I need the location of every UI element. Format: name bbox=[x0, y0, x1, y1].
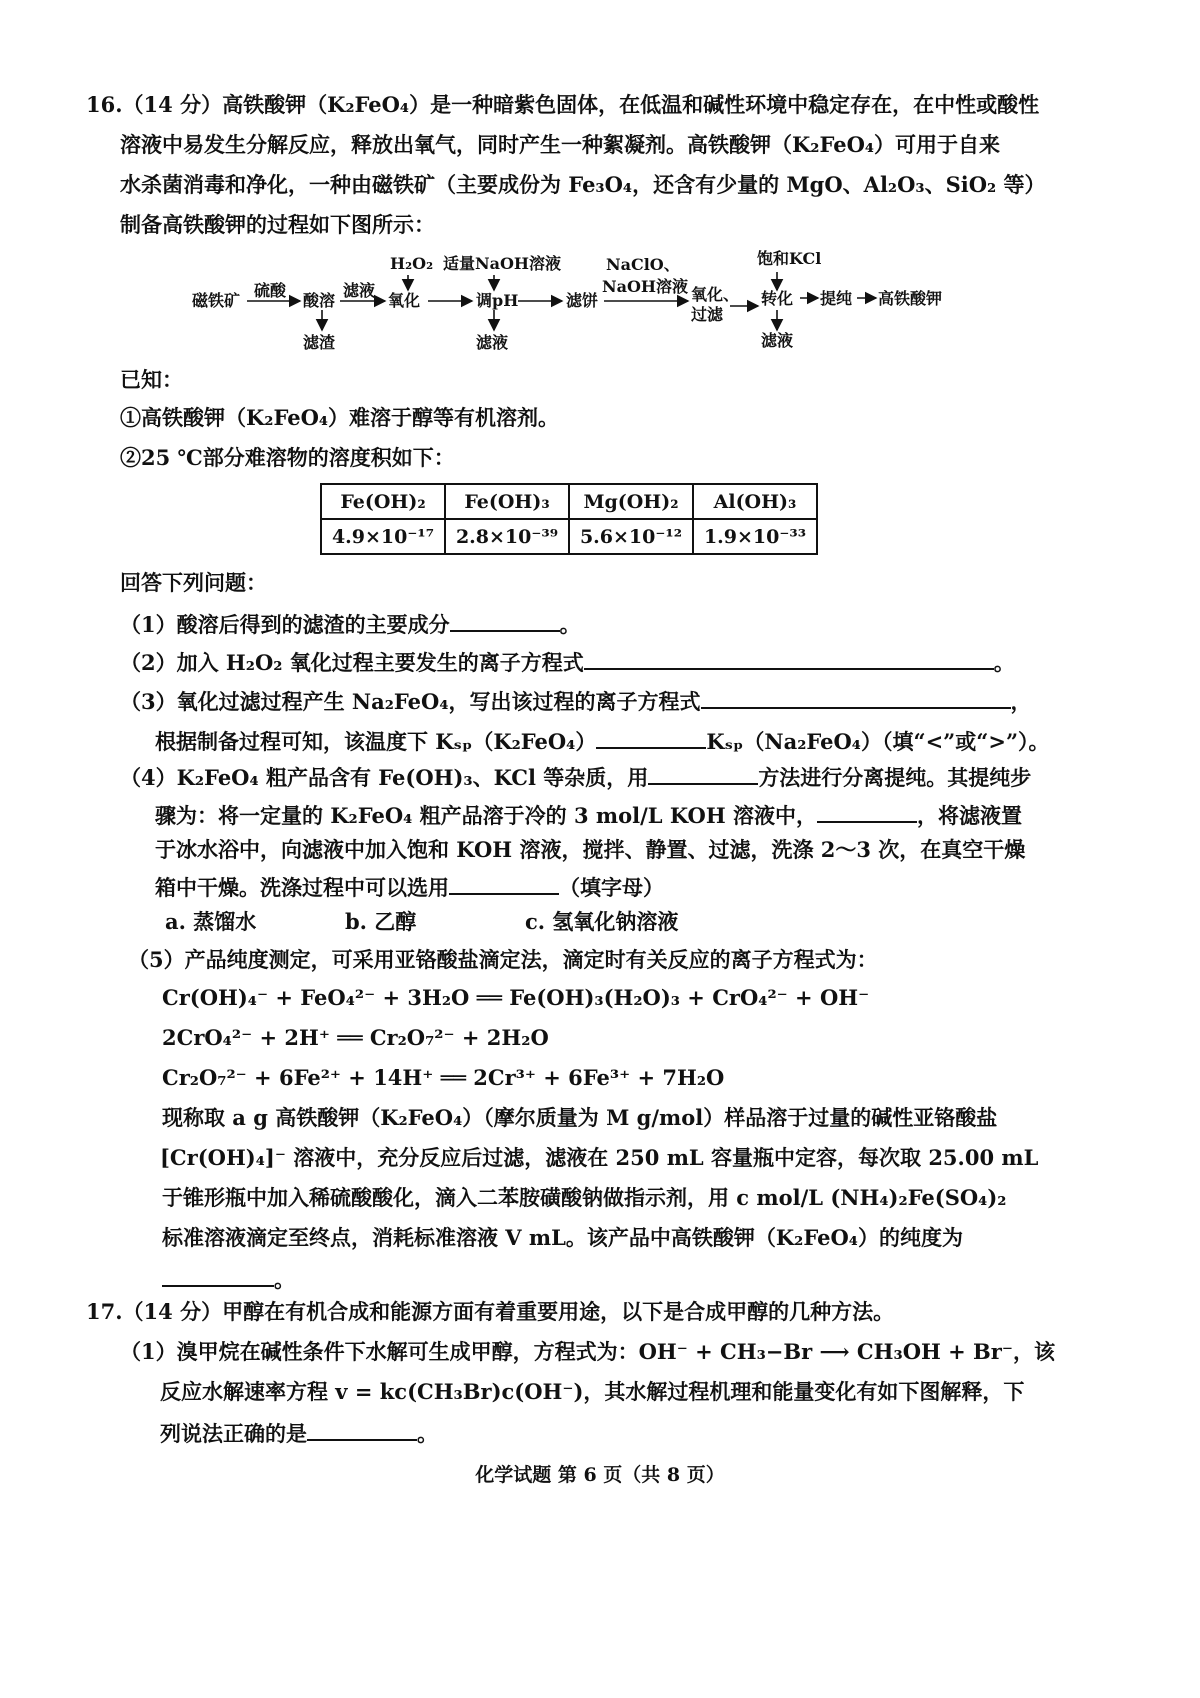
part-4-text: ，将滤液置 bbox=[917, 803, 1023, 828]
part-2 bbox=[120, 646, 1015, 678]
q17-intro: 17.（14 分）甲醇在有机合成和能源方面有着重要用途，以下是合成甲醇的几种方法。 bbox=[86, 1299, 895, 1324]
option-c: c. 氢氧化钠溶液 bbox=[525, 909, 679, 934]
flow-step: 提纯 bbox=[820, 289, 853, 308]
flow-reagent: 硫酸 bbox=[254, 281, 287, 300]
answer-label: 回答下列问题： bbox=[120, 570, 267, 595]
part-1 bbox=[120, 608, 581, 640]
table-header: Fe(OH)₂ bbox=[321, 484, 445, 519]
flow-reagent: NaClO、 bbox=[606, 255, 680, 274]
flow-step: 氧化 bbox=[388, 291, 421, 310]
flow-reagent: H₂O₂ bbox=[390, 254, 434, 273]
flow-reagent: 适量NaOH溶液 bbox=[443, 254, 562, 273]
part-5: （5）产品纯度测定，可采用亚铬酸盐滴定法，滴定时有关反应的离子方程式为： bbox=[128, 947, 878, 972]
flow-reagent: NaOH溶液 bbox=[602, 277, 689, 296]
answer-blank[interactable] bbox=[817, 799, 917, 823]
flow-waste: 滤液 bbox=[476, 333, 509, 352]
q17-part-1-text: 列说法正确的是 bbox=[160, 1421, 307, 1446]
table-header-row bbox=[321, 484, 817, 519]
part-2-text: （2）加入 H₂O₂ 氧化过程主要发生的离子方程式 bbox=[120, 650, 584, 675]
option-a: a. 蒸馏水 bbox=[165, 909, 257, 934]
part-5-text: [Cr(OH)₄]⁻ 溶液中，充分反应后过滤，滤液在 250 mL 容量瓶中定容，每次取 25.00 mL bbox=[160, 1145, 1039, 1170]
table-row bbox=[321, 519, 817, 554]
flow-intermediate: 滤液 bbox=[343, 281, 376, 300]
known-label: 已知： bbox=[120, 367, 183, 392]
part-4c: 于冰水浴中，向滤液中加入饱和 KOH 溶液，搅拌、静置、过滤，洗涤 2～3 次，在真空干燥 bbox=[155, 837, 1026, 862]
ksp-table bbox=[320, 483, 818, 555]
equation: Cr₂O₇²⁻ + 6Fe²⁺ + 14H⁺ ══ 2Cr³⁺ + 6Fe³⁺ + 7H₂O bbox=[162, 1065, 725, 1090]
flow-step: 转化 bbox=[761, 289, 794, 308]
table-header: Al(OH)₃ bbox=[693, 484, 817, 519]
table-cell: 5.6×10⁻¹² bbox=[569, 519, 693, 554]
part-3b-end: Kₛₚ（Na₂FeO₄）（填“<”或“>”）。 bbox=[706, 729, 1050, 754]
answer-blank[interactable] bbox=[162, 1263, 274, 1287]
answer-blank[interactable] bbox=[648, 761, 758, 785]
flow-reagent: 饱和KCl bbox=[757, 249, 822, 268]
part-4-text: 方法进行分离提纯。其提纯步 bbox=[758, 765, 1032, 790]
part-4-text: 箱中干燥。洗涤过程中可以选用 bbox=[155, 875, 449, 900]
part-4-text: （填字母） bbox=[559, 875, 664, 900]
part-3b-text: 根据制备过程可知，该温度下 Kₛₚ（K₂FeO₄） bbox=[155, 729, 597, 754]
flow-step: 酸溶 bbox=[303, 291, 336, 310]
flow-start: 磁铁矿 bbox=[192, 291, 241, 310]
part-4-text: （4）K₂FeO₄ 粗产品含有 Fe(OH)₃、KCl 等杂质，用 bbox=[120, 765, 649, 790]
q16-intro-line: 水杀菌消毒和净化，一种由磁铁矿（主要成份为 Fe₃O₄，还含有少量的 MgO、Al₂O₃、SiO₂ 等） bbox=[120, 172, 1046, 197]
known-item: ②25 ℃部分难溶物的溶度积如下： bbox=[120, 445, 455, 470]
part-4d bbox=[155, 871, 664, 903]
part-3 bbox=[120, 685, 1032, 717]
punct: 。 bbox=[417, 1421, 438, 1446]
part-3-text: （3）氧化过滤过程产生 Na₂FeO₄，写出该过程的离子方程式 bbox=[120, 689, 701, 714]
table-cell: 1.9×10⁻³³ bbox=[693, 519, 817, 554]
q17-part-1: 反应水解速率方程 v = kc(CH₃Br)c(OH⁻)，其水解过程机理和能量变化有如下图解释，下 bbox=[160, 1379, 1025, 1404]
table-cell: 4.9×10⁻¹⁷ bbox=[321, 519, 445, 554]
answer-blank[interactable] bbox=[596, 725, 706, 749]
part-3b bbox=[155, 725, 1050, 757]
part-5-answer bbox=[162, 1263, 295, 1295]
q17-part-1 bbox=[160, 1417, 438, 1449]
equation: 2CrO₄²⁻ + 2H⁺ ══ Cr₂O₇²⁻ + 2H₂O bbox=[162, 1025, 549, 1050]
part-5-text: 于锥形瓶中加入稀硫酸酸化，滴入二苯胺磺酸钠做指示剂，用 c mol/L (NH₄)₂Fe(SO₄)₂ bbox=[162, 1185, 1007, 1210]
flow-step: 滤饼 bbox=[566, 291, 599, 310]
part-5-text: 现称取 a g 高铁酸钾（K₂FeO₄）（摩尔质量为 M g/mol）样品溶于过量的碱性亚铬酸盐 bbox=[162, 1105, 998, 1130]
q17-part-1: （1）溴甲烷在碱性条件下水解可生成甲醇，方程式为：OH⁻ + CH₃−Br ⟶ CH₃OH + Br⁻，该 bbox=[120, 1339, 1055, 1364]
part-4 bbox=[120, 761, 1031, 793]
option-b: b. 乙醇 bbox=[345, 909, 417, 934]
table-cell: 2.8×10⁻³⁹ bbox=[445, 519, 569, 554]
answer-blank[interactable] bbox=[701, 685, 1011, 709]
flow-waste: 滤液 bbox=[761, 331, 794, 350]
table-header: Mg(OH)₂ bbox=[569, 484, 693, 519]
flow-step: 过滤 bbox=[691, 305, 724, 324]
flow-step: 氧化、 bbox=[691, 285, 740, 304]
answer-blank[interactable] bbox=[307, 1417, 417, 1441]
answer-blank[interactable] bbox=[450, 608, 560, 632]
equation: Cr(OH)₄⁻ + FeO₄²⁻ + 3H₂O ══ Fe(OH)₃(H₂O)₃ + CrO₄²⁻ + OH⁻ bbox=[162, 985, 870, 1010]
q16-intro-line: 溶液中易发生分解反应，释放出氧气，同时产生一种絮凝剂。高铁酸钾（K₂FeO₄）可用于自来 bbox=[120, 132, 1001, 157]
punct: ， bbox=[1010, 689, 1032, 714]
table-header: Fe(OH)₃ bbox=[445, 484, 569, 519]
page-footer: 化学试题 第 6 页（共 8 页） bbox=[475, 1464, 725, 1486]
part-4-text: 骤为：将一定量的 K₂FeO₄ 粗产品溶于冷的 3 mol/L KOH 溶液中， bbox=[155, 803, 818, 828]
punct: 。 bbox=[993, 650, 1015, 675]
flow-product: 高铁酸钾 bbox=[878, 289, 943, 308]
answer-blank[interactable] bbox=[584, 646, 994, 670]
part-1-text: （1）酸溶后得到的滤渣的主要成分 bbox=[120, 612, 450, 637]
part-4b bbox=[155, 799, 1022, 831]
punct: 。 bbox=[274, 1267, 295, 1292]
flow-step: 调pH bbox=[476, 291, 519, 310]
part-5-text: 标准溶液滴定至终点，消耗标准溶液 V mL。该产品中高铁酸钾（K₂FeO₄）的纯度为 bbox=[162, 1225, 963, 1250]
q16-intro-line: 16.（14 分）高铁酸钾（K₂FeO₄）是一种暗紫色固体，在低温和碱性环境中稳定存在，在中性或酸性 bbox=[86, 92, 1040, 117]
known-item: ①高铁酸钾（K₂FeO₄）难溶于醇等有机溶剂。 bbox=[120, 405, 560, 430]
answer-blank[interactable] bbox=[449, 871, 559, 895]
punct: 。 bbox=[559, 612, 581, 637]
flow-waste: 滤渣 bbox=[303, 333, 336, 352]
q16-intro-line: 制备高铁酸钾的过程如下图所示： bbox=[120, 212, 435, 237]
flow-arrows bbox=[0, 0, 1200, 400]
